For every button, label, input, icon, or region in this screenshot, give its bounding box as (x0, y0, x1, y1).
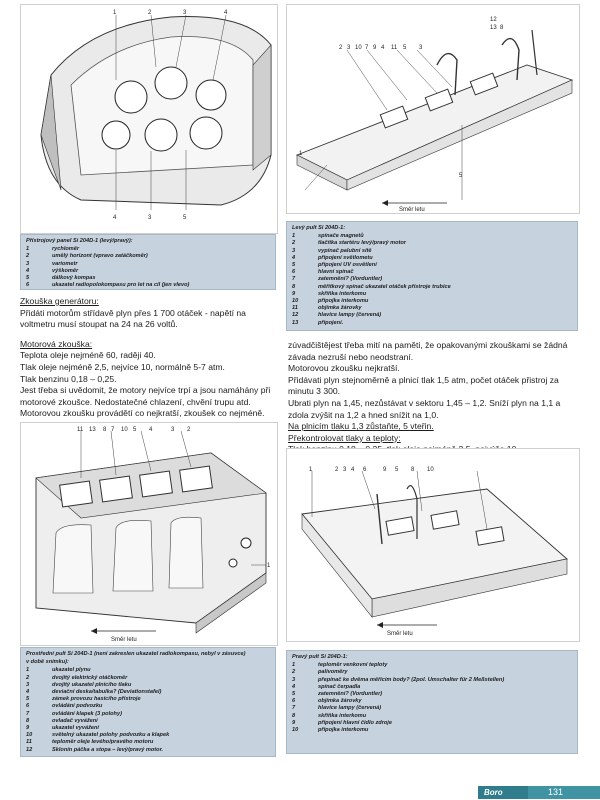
callout-label: 12 (490, 17, 497, 23)
body-text-left (20, 296, 278, 420)
direction-label: Směr letu (387, 631, 413, 637)
legend-item: 4 výškoměr (26, 267, 79, 274)
callout-label: 5 (403, 45, 407, 51)
legend-item: 1 spínače magnetů (292, 233, 364, 240)
figure-right-console (286, 448, 580, 642)
paragraph: Na plnicím tlaku 1,3 zůstaňte, 5 vteřin. (288, 421, 434, 432)
callout-label: 5 (395, 467, 399, 473)
legend-item: 4 spínač čerpadla (292, 683, 361, 690)
callout-label: 7 (111, 427, 115, 433)
legend-item: 1 ukazatel plynu (26, 667, 91, 674)
callout-label: 4 (224, 10, 228, 16)
instrument-panel-drawing (21, 5, 277, 233)
legend-item: 6 objímka žárovky (292, 698, 362, 705)
callout-label: 13 (89, 427, 96, 433)
callout-label: 10 (427, 467, 434, 473)
legend-item: 2 tlačítka startéru levý/pravý motor (292, 240, 406, 247)
legend-item: 12 Sklonín páčka a stopa – levý/pravý motor. (26, 746, 163, 753)
legend-item: 3 přepínač ke dvěma měřícím body? (2pol. Umschalter für 2 Meßstellen) (292, 676, 505, 683)
paragraph: zúvadčištějest třeba mití na paměti, že opakovanými zkouškami se žádná závada nezruší nebo neodstraní. (288, 340, 568, 362)
section-heading: Motorová zkouška: (20, 338, 93, 349)
caption-left-console (286, 221, 578, 331)
legend-item: 7 zatemnění? (Vorduntler) (292, 276, 383, 283)
legend-item: 5 dálkový kompas (26, 275, 96, 282)
callout-label: 3 (171, 427, 175, 433)
callout-label: 4 (113, 215, 117, 221)
legend-item: 5 zatemnění? (Vorduntler) (292, 691, 383, 698)
legend-item: 13 připojení. (292, 319, 344, 326)
paragraph: Tlak oleje nejméně 2,5, nejvíce 10, normálně 5-7 atm. (20, 361, 225, 372)
callout-label: 4 (351, 467, 355, 473)
callout-label: 2 (148, 10, 152, 16)
callout-label: 10 (121, 427, 128, 433)
legend-item: 10 připojka interkomu (292, 727, 369, 734)
legend-item: 8 skříňka interkomu (292, 712, 367, 719)
paragraph: Přidávati plyn stejnoměrně a plnicí tlak 1,5 atm, počet otáček přistroj za minutu 3 300. (288, 374, 559, 397)
callout-label: 1 (309, 467, 313, 473)
callout-label: 3 (183, 10, 187, 16)
paragraph: Přidáti motorům střídavě plyn přes 1 700 otáček - napětí na voltmetru musí stoupat na 24 na 26 voltů. (20, 307, 246, 330)
legend-item: 3 variometr (26, 260, 78, 267)
callout-label: 7 (365, 45, 369, 51)
legend-item: 3 vypínač palubní sítě (292, 247, 372, 254)
figure-center-console (20, 422, 278, 646)
callout-label: 9 (373, 45, 377, 51)
callout-label: 5 (183, 215, 187, 221)
callout-label: 13 (490, 25, 497, 31)
legend-item: 7 hlavice lampy (červená) (292, 705, 382, 712)
caption-title: Přístrojový panel Si 204D-1 (levý/pravý): (26, 238, 133, 244)
callout-label: 3 (343, 467, 347, 473)
left-console-drawing (287, 5, 579, 213)
legend-item: 9 ukazatel vyvážení (26, 725, 99, 732)
callout-label: 3 (347, 45, 351, 51)
center-console-drawing (21, 423, 277, 645)
figure-left-console (286, 4, 580, 214)
legend-item: 8 měřítkový spínač ukazatel otáček přístroje trubice (292, 283, 451, 290)
legend-item: 6 hlavní spínač (292, 269, 354, 276)
legend-item: 2 dvojitý elektrický otáčkoměr (26, 674, 128, 681)
legend-item: 1 teploměr venkovní teploty (292, 662, 388, 669)
legend-item: 12 hlavice lampy (červená) (292, 312, 382, 319)
legend-item: 4 připojení světlometu (292, 254, 373, 261)
callout-label: 9 (383, 467, 387, 473)
section-heading: Zkouška generátoru: (20, 296, 99, 306)
callout-label: 1 (267, 563, 271, 569)
caption-title: Prostřední pult Si 204D-1 (není zakreslen ukazatel radiokompasu, nebyl v zásuvce) (26, 651, 246, 657)
paragraph: Tlak benzinu 0,18 – 0,25. (20, 373, 117, 384)
paragraph: Ubrati plyn na 1,45, nezůstávat v sektoru 1,45 – 1,2. Sníží plyn na 1,1 a zdola zvýšit na 1,2 a hned snížit na 1,0. (288, 397, 561, 420)
callout-label: 8 (500, 25, 504, 31)
callout-label: 11 (77, 427, 84, 433)
legend-item: 11 objímka žárovky (292, 305, 362, 312)
callout-label: 8 (103, 427, 107, 433)
callout-label: 2 (339, 45, 343, 51)
callout-label: 2 (187, 427, 191, 433)
callout-label: 8 (411, 467, 415, 473)
paragraph: Motorovou zkoušku nejkratší. (288, 363, 400, 374)
legend-item: 8 ovladač vyvážení (26, 717, 98, 724)
publisher-logo: Boro (478, 786, 528, 799)
legend-item: 10 připojka interkomu (292, 298, 369, 305)
callout-label: 11 (391, 45, 398, 51)
callout-label: 1 (299, 151, 303, 157)
figure-instrument-panel (20, 4, 278, 234)
callout-label: 1 (113, 10, 117, 16)
body-text-right (288, 340, 578, 456)
caption-instrument-panel (20, 234, 276, 290)
caption-subtitle: v době snímku): (26, 659, 69, 666)
legend-item: 6 ukazatel radiopolokompasu pro let na cíl (jen vlevo) (26, 282, 190, 289)
callout-label: 4 (381, 45, 385, 51)
callout-label: 3 (148, 215, 152, 221)
callout-label: 10 (355, 45, 362, 51)
page-number: 131 (528, 786, 600, 799)
legend-item: 10 světelný ukazatel polohy podvozku a klapek (26, 732, 170, 739)
caption-right-console (286, 650, 578, 754)
callout-label: 4 (149, 427, 153, 433)
legend-item: 2 palivoměry (292, 669, 348, 676)
legend-item: 5 zámek provozu hasicího přístroje (26, 696, 141, 703)
right-console-drawing (287, 449, 579, 641)
legend-item: 1 rychloměr (26, 246, 80, 253)
caption-title: Pravý pult Si 204D-1: (292, 654, 348, 660)
paragraph: Teplota oleje nejméně 60, raději 40. (20, 350, 156, 361)
legend-item: 6 ovládání podvozku (26, 703, 103, 710)
caption-title: Levý pult Si 204D-1: (292, 225, 346, 231)
legend-item: 9 skříňka interkomu (292, 290, 367, 297)
callout-label: 5 (133, 427, 137, 433)
legend-item: 5 připojení UV osvětlení (292, 262, 377, 269)
legend-item: 7 ovládání klapek (3 polohy) (26, 710, 122, 717)
paragraph: Jest třeba si uvědomit, že motory nejvíce trpí a jsou namáhány při motorové zkoušce. Nedostatečné chlazení, chvění trupu atd. Motorovou zkoušku provádětí co nejkratší, zkoušek co nejméně. (20, 385, 271, 419)
paragraph: Překontrolovat tlaky a teploty: (288, 432, 401, 443)
legend-item: 4 deviační deska/tabulka? (Deviationstafel) (26, 689, 162, 696)
callout-label: 2 (335, 467, 339, 473)
legend-item: 9 připojení hlavní čidlo zdroje (292, 719, 392, 726)
caption-center-console (20, 647, 276, 757)
callout-label: 6 (363, 467, 367, 473)
callout-label: 3 (419, 45, 423, 51)
direction-label: Směr letu (111, 637, 137, 643)
callout-label: 5 (459, 173, 463, 179)
direction-label: Směr letu (399, 207, 425, 213)
legend-item: 3 dvojitý ukazatel plnicího tlaku (26, 681, 132, 688)
legend-item: 11 teploměr oleje levého/pravého motoru (26, 739, 154, 746)
legend-item: 2 umělý horizont (vpravo zatáčkoměr) (26, 253, 148, 260)
